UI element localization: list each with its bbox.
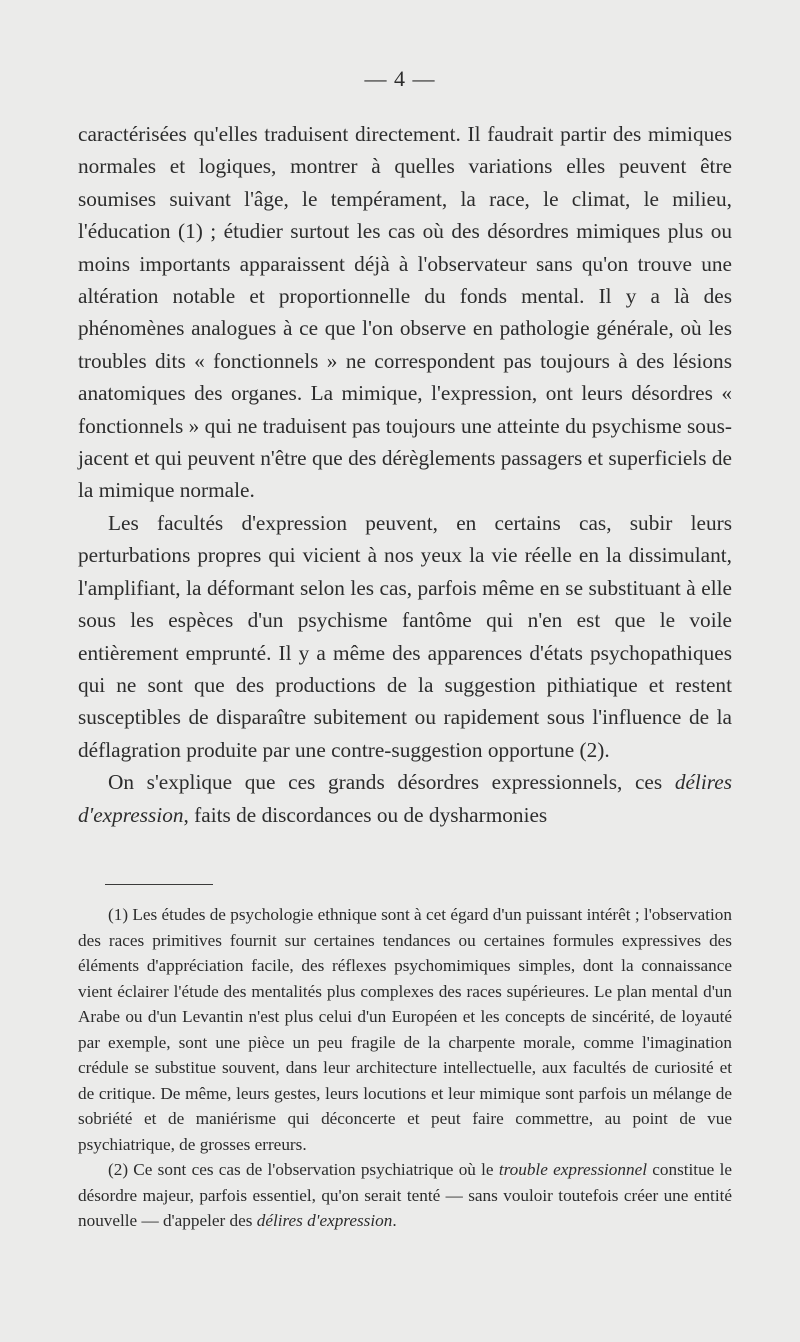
paragraph-1-text: caractérisées qu'elles traduisent directement. Il faudrait partir des mimiques normales et logiques, montrer à quelles variations elles peuvent être soumises suivant l'âge, le tempérament, la race, le climat, le milieu, l'éducation (1) ; étudier surtout les cas où des désordres mimiques plus ou moins importants apparaissent déjà à l'observateur sans qu'on trouve une altération notable et proportionnelle du fonds mental. Il y a là des phénomènes analogues à ce que l'on observe en pathologie générale, où les troubles dits « fonctionnels » ne correspondent pas toujours à des lésions anatomiques des organes. La mimique, l'expression, ont leurs désordres « fonctionnels » qui ne traduisent pas toujours une atteinte du psychisme sous-jacent et qui peuvent n'être que des dérèglements passagers et superficiels de la mimique normale. — [78, 122, 732, 503]
footnote-1 — [78, 902, 732, 1157]
footnote-1-text: (1) Les études de psychologie ethnique sont à cet égard d'un puissant intérêt ; l'observation des races primitives fournit sur certaines tendances ou certaines formules expressives des éléments d'appréciation facile, des réflexes psychomimiques simples, dont la connaissance vient éclairer l'étude des mentalités plus complexes des races supérieures. Le plan mental d'un Arabe ou d'un Levantin n'est plus celui d'un Européen et les concepts de sincérité, de loyauté par exemple, sont une pièce un peu fragile de la charpente morale, comme l'imagination crédule se substitue souvent, dans leur architecture intellectuelle, aux facultés de curiosité et de critique. De même, leurs gestes, leurs locutions et leur mimique sont parfois un mélange de sobriété et de maniérisme qui déconcerte et peut faire commettre, au point de vue psychiatrique, de grosses erreurs. — [78, 905, 732, 1154]
footnote-2-italic-term-1: trouble expressionnel — [498, 1160, 647, 1179]
footnote-separator — [105, 884, 213, 885]
main-text — [78, 118, 732, 831]
footnote-2 — [78, 1157, 732, 1234]
footnote-2-text-middle: constitue le désordre majeur, parfois essentiel, qu'on serait tenté — sans vouloir toutefois créer une entité nouvelle — d'appeler des — [78, 1160, 732, 1230]
paragraph-3 — [78, 766, 732, 831]
footnote-2-text-end: . — [392, 1211, 397, 1230]
paragraph-2 — [78, 507, 732, 766]
footnote-2-italic-term-2: délires d'expression — [256, 1211, 393, 1230]
footnote-2-text-start: (2) Ce sont ces cas de l'observation psychiatrique où le — [108, 1160, 499, 1179]
page-number: — 4 — — [364, 66, 436, 91]
paragraph-1 — [78, 118, 732, 507]
paragraph-3-italic-term: délires d'expression — [78, 770, 732, 827]
paragraph-3-text-start: On s'explique que ces grands désordres expressionnels, ces — [108, 770, 675, 795]
footnotes — [78, 902, 732, 1234]
paragraph-3-text-end: , faits de discordances ou de dysharmonies — [183, 802, 548, 827]
paragraph-2-text: Les facultés d'expression peuvent, en certains cas, subir leurs perturbations propres qui vicient à nos yeux la vie réelle en la dissimulant, l'amplifiant, la déformant selon les cas, parfois même en se substituant à elle sous les espèces d'un psychisme fantôme qui n'en est que le voile entièrement emprunté. Il y a même des apparences d'états psychopathiques qui ne sont que des productions de la suggestion pithiatique et restent susceptibles de disparaître subitement ou rapidement sous l'influence de la déflagration produite par une contre-suggestion opportune (2). — [78, 510, 732, 762]
